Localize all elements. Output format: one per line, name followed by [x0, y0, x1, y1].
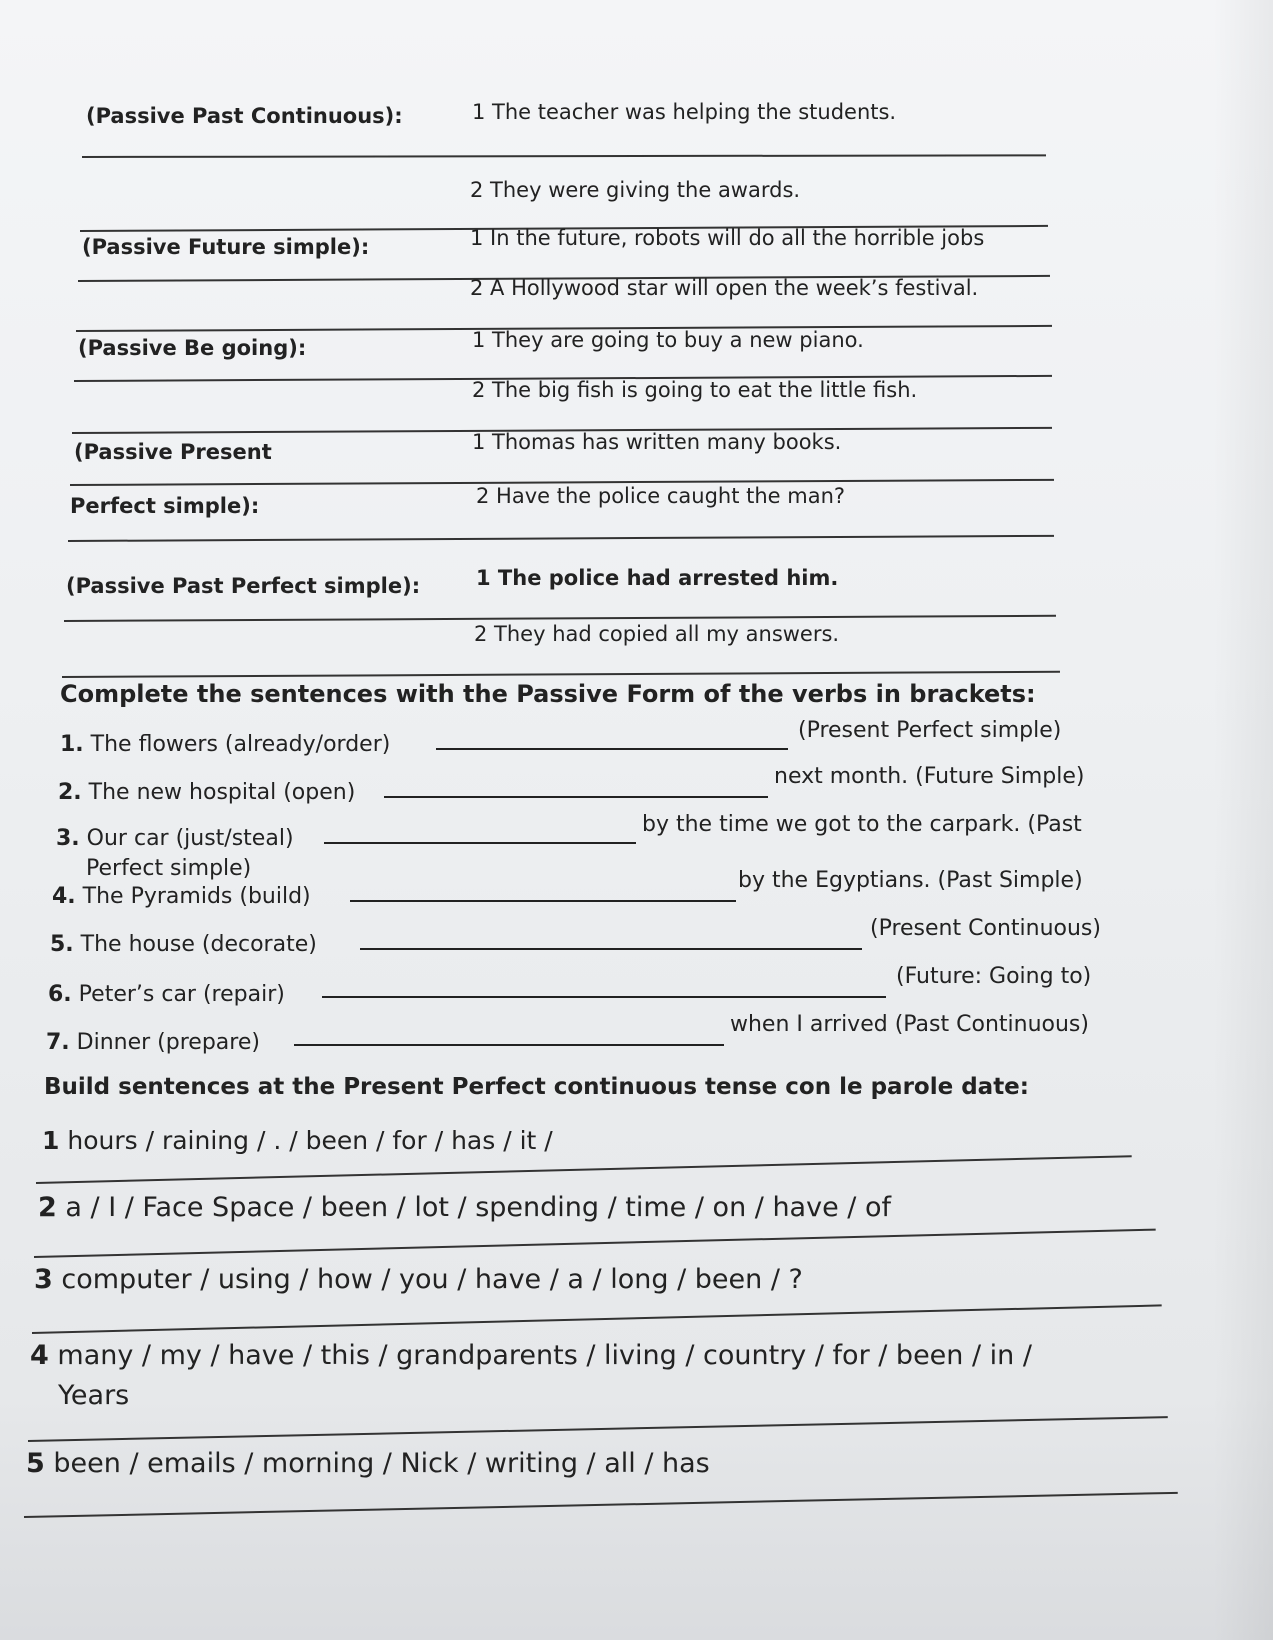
answer-blank[interactable] — [294, 1044, 724, 1046]
answer-line[interactable] — [28, 1416, 1168, 1442]
label-passive-past-continuous: (Passive Past Continuous): — [86, 104, 403, 128]
answer-blank[interactable] — [350, 900, 736, 902]
item-text-cont: Years — [58, 1380, 130, 1411]
item-tense-hint: (Present Continuous) — [870, 916, 1101, 941]
item-number: 2 — [38, 1192, 57, 1223]
item-tense-hint-cont: Perfect simple) — [86, 856, 252, 881]
exercise3-item-2 — [38, 1192, 891, 1224]
answer-line[interactable] — [36, 1155, 1132, 1184]
item-text: The house (decorate) — [80, 932, 317, 957]
answer-line[interactable] — [32, 1304, 1162, 1334]
exercise2-title: Complete the sentences with the Passive Form of the verbs in brackets: — [60, 680, 1036, 708]
item-tense-hint: (Present Perfect simple) — [798, 718, 1062, 743]
review-sentence: 2 The big fish is going to eat the little fish. — [472, 378, 918, 402]
item-tense-hint: next month. (Future Simple) — [774, 764, 1085, 789]
review-sentence: 2 Have the police caught the man? — [476, 484, 846, 508]
item-text: Dinner (prepare) — [76, 1030, 260, 1055]
item-text: The Pyramids (build) — [82, 884, 311, 909]
exercise2-item-4 — [52, 884, 311, 910]
exercise2-item-2 — [58, 780, 355, 806]
exercise2-item-3 — [56, 826, 294, 852]
review-sentence: 2 They were giving the awards. — [470, 178, 801, 202]
exercise2-item-7 — [46, 1030, 260, 1056]
answer-blank[interactable] — [324, 842, 636, 844]
label-passive-present-perfect-line1: (Passive Present — [74, 440, 272, 464]
exercise3-item-4 — [30, 1340, 1032, 1372]
label-passive-future-simple: (Passive Future simple): — [82, 235, 370, 259]
review-sentence: 2 They had copied all my answers. — [474, 622, 840, 646]
answer-line[interactable] — [24, 1492, 1178, 1518]
label-passive-past-perfect-simple: (Passive Past Perfect simple): — [66, 574, 421, 598]
exercise3-title: Build sentences at the Present Perfect continuous tense con le parole date: — [44, 1074, 1029, 1100]
answer-line[interactable] — [34, 1229, 1156, 1258]
item-tense-hint: (Future: Going to) — [896, 964, 1092, 989]
answer-blank[interactable] — [384, 796, 768, 798]
item-number: 1. — [60, 732, 84, 757]
label-passive-be-going: (Passive Be going): — [78, 336, 307, 360]
exercise2-item-6 — [48, 982, 285, 1008]
label-passive-present-perfect-line2: Perfect simple): — [70, 494, 260, 518]
answer-blank[interactable] — [436, 748, 788, 750]
review-sentence: 1 They are going to buy a new piano. — [472, 328, 864, 352]
page-shadow — [1213, 0, 1273, 1640]
item-number: 4. — [52, 884, 76, 909]
answer-line — [82, 154, 1046, 158]
item-number: 1 — [42, 1126, 60, 1155]
item-number: 7. — [46, 1030, 70, 1055]
exercise3-item-3 — [34, 1264, 803, 1296]
exercise3-item-1 — [42, 1126, 553, 1156]
review-sentence: 2 A Hollywood star will open the week’s festival. — [470, 276, 979, 300]
item-text: The new hospital (open) — [88, 780, 356, 805]
item-text: computer / using / how / you / have / a / long / been / ? — [61, 1264, 803, 1295]
answer-blank[interactable] — [322, 996, 886, 998]
item-number: 3. — [56, 826, 80, 851]
review-sentence: 1 In the future, robots will do all the horrible jobs — [470, 226, 985, 250]
exercise2-item-5 — [50, 932, 317, 958]
item-text: been / emails / morning / Nick / writing / all / has — [53, 1448, 710, 1479]
item-tense-hint: by the Egyptians. (Past Simple) — [738, 868, 1083, 893]
exercise2-item-1 — [60, 732, 390, 758]
item-number: 5 — [26, 1448, 45, 1479]
item-tense-hint: by the time we got to the carpark. (Past — [642, 812, 1082, 837]
item-number: 6. — [48, 982, 72, 1007]
item-text: Our car (just/steal) — [86, 826, 294, 851]
item-number: 5. — [50, 932, 74, 957]
review-sentence: 1 Thomas has written many books. — [472, 430, 842, 454]
item-text: Peter’s car (repair) — [78, 982, 285, 1007]
answer-line — [64, 615, 1056, 622]
review-sentence: 1 The teacher was helping the students. — [472, 100, 897, 124]
item-number: 3 — [34, 1264, 53, 1295]
item-text: many / my / have / this / grandparents / living / country / for / been / in / — [57, 1340, 1032, 1371]
item-text: a / I / Face Space / been / lot / spending / time / on / have / of — [65, 1192, 891, 1223]
answer-blank[interactable] — [360, 948, 862, 950]
item-number: 2. — [58, 780, 82, 805]
item-number: 4 — [30, 1340, 49, 1371]
item-tense-hint: when I arrived (Past Continuous) — [730, 1012, 1089, 1037]
answer-line — [62, 671, 1060, 678]
answer-line — [68, 535, 1054, 542]
item-text: The flowers (already/order) — [90, 732, 391, 757]
item-text: hours / raining / . / been / for / has / it / — [67, 1126, 553, 1155]
exercise3-item-5 — [26, 1448, 710, 1480]
review-sentence: 1 The police had arrested him. — [476, 566, 839, 590]
